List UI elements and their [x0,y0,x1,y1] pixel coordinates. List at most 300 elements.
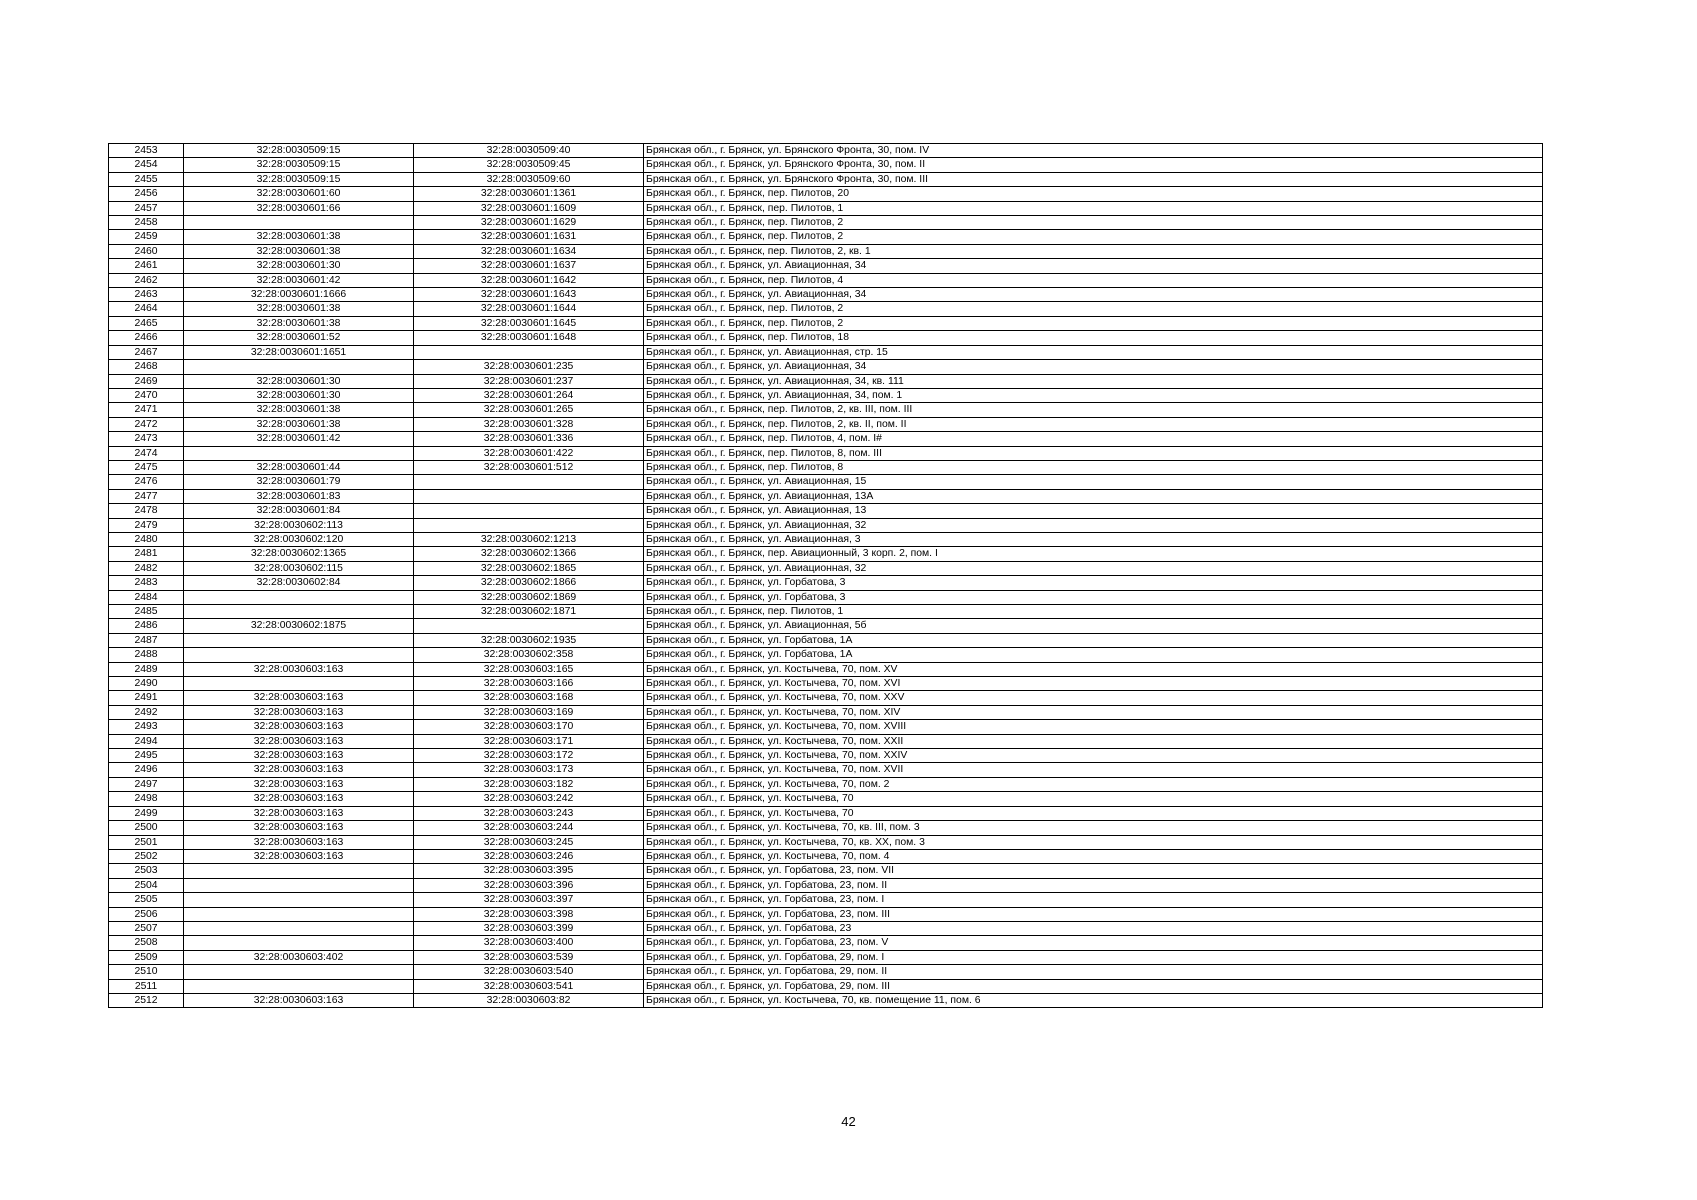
table-row [109,273,1543,287]
object-number-cell: 32:28:0030602:1366 [414,547,644,561]
table-row [109,187,1543,201]
table-row [109,835,1543,849]
table-row [109,345,1543,359]
object-number-cell: 32:28:0030603:398 [414,907,644,921]
address-cell: Брянская обл., г. Брянск, ул. Костычева, 70, пом. XVIII [644,720,1543,734]
address-cell: Брянская обл., г. Брянск, ул. Горбатова, 23, пом. III [644,907,1543,921]
address-cell: Брянская обл., г. Брянск, ул. Костычева, 70 [644,792,1543,806]
table-row [109,244,1543,258]
parcel-number-cell: 32:28:0030601:52 [184,331,414,345]
parcel-number-cell: 32:28:0030603:163 [184,835,414,849]
row-number-cell: 2467 [109,345,184,359]
table-row [109,605,1543,619]
row-number-cell: 2462 [109,273,184,287]
table-row [109,230,1543,244]
row-number-cell: 2469 [109,374,184,388]
address-cell: Брянская обл., г. Брянск, ул. Брянского Фронта, 30, пом. IV [644,144,1543,158]
parcel-number-cell: 32:28:0030601:30 [184,374,414,388]
address-cell: Брянская обл., г. Брянск, пер. Пилотов, 4, пом. I# [644,432,1543,446]
table-row [109,705,1543,719]
parcel-number-cell: 32:28:0030603:163 [184,821,414,835]
object-number-cell: 32:28:0030601:328 [414,417,644,431]
row-number-cell: 2461 [109,259,184,273]
object-number-cell [414,475,644,489]
parcel-number-cell: 32:28:0030509:15 [184,144,414,158]
address-cell: Брянская обл., г. Брянск, ул. Костычева, 70, пом. XVI [644,677,1543,691]
object-number-cell: 32:28:0030603:243 [414,806,644,820]
parcel-number-cell: 32:28:0030601:79 [184,475,414,489]
parcel-number-cell: 32:28:0030601:1651 [184,345,414,359]
row-number-cell: 2470 [109,388,184,402]
table-row [109,518,1543,532]
address-cell: Брянская обл., г. Брянск, ул. Авиационная, 3 [644,532,1543,546]
object-number-cell: 32:28:0030601:1643 [414,288,644,302]
table-row [109,432,1543,446]
object-number-cell: 32:28:0030601:237 [414,374,644,388]
row-number-cell: 2453 [109,144,184,158]
parcel-number-cell: 32:28:0030601:38 [184,230,414,244]
page-number: 42 [841,1114,856,1129]
table-row [109,633,1543,647]
address-cell: Брянская обл., г. Брянск, ул. Костычева, 70, пом. XV [644,662,1543,676]
parcel-number-cell [184,965,414,979]
object-number-cell: 32:28:0030603:165 [414,662,644,676]
table-row [109,993,1543,1007]
registry-table [108,143,1543,1008]
address-cell: Брянская обл., г. Брянск, пер. Пилотов, 2 [644,316,1543,330]
table-row [109,446,1543,460]
row-number-cell: 2512 [109,993,184,1007]
object-number-cell: 32:28:0030602:1865 [414,561,644,575]
row-number-cell: 2475 [109,460,184,474]
table-row [109,849,1543,863]
table-row [109,489,1543,503]
table-row [109,201,1543,215]
object-number-cell: 32:28:0030601:1609 [414,201,644,215]
address-cell: Брянская обл., г. Брянск, ул. Горбатова, 23 [644,921,1543,935]
parcel-number-cell [184,907,414,921]
parcel-number-cell: 32:28:0030601:38 [184,316,414,330]
object-number-cell: 32:28:0030601:264 [414,388,644,402]
address-cell: Брянская обл., г. Брянск, ул. Авиационная, 34, кв. 111 [644,374,1543,388]
table-row [109,936,1543,950]
parcel-number-cell: 32:28:0030603:163 [184,705,414,719]
parcel-number-cell [184,633,414,647]
table-row [109,216,1543,230]
parcel-number-cell: 32:28:0030602:84 [184,576,414,590]
object-number-cell: 32:28:0030602:1871 [414,605,644,619]
address-cell: Брянская обл., г. Брянск, ул. Брянского Фронта, 30, пом. II [644,158,1543,172]
object-number-cell: 32:28:0030603:397 [414,893,644,907]
object-number-cell: 32:28:0030603:246 [414,849,644,863]
table-row [109,691,1543,705]
parcel-number-cell: 32:28:0030601:60 [184,187,414,201]
object-number-cell: 32:28:0030603:395 [414,864,644,878]
row-number-cell: 2500 [109,821,184,835]
table-row [109,763,1543,777]
address-cell: Брянская обл., г. Брянск, ул. Горбатова, 3 [644,576,1543,590]
object-number-cell: 32:28:0030603:169 [414,705,644,719]
parcel-number-cell: 32:28:0030601:84 [184,504,414,518]
parcel-number-cell: 32:28:0030603:163 [184,734,414,748]
parcel-number-cell: 32:28:0030603:163 [184,849,414,863]
parcel-number-cell [184,677,414,691]
parcel-number-cell: 32:28:0030509:15 [184,172,414,186]
row-number-cell: 2479 [109,518,184,532]
parcel-number-cell: 32:28:0030601:38 [184,417,414,431]
address-cell: Брянская обл., г. Брянск, ул. Костычева, 70, кв. помещение 11, пом. 6 [644,993,1543,1007]
address-cell: Брянская обл., г. Брянск, ул. Горбатова, 3 [644,590,1543,604]
table-row [109,172,1543,186]
table-row [109,677,1543,691]
parcel-number-cell: 32:28:0030601:83 [184,489,414,503]
parcel-number-cell: 32:28:0030603:163 [184,763,414,777]
row-number-cell: 2508 [109,936,184,950]
address-cell: Брянская обл., г. Брянск, пер. Пилотов, 8, пом. III [644,446,1543,460]
parcel-number-cell: 32:28:0030509:15 [184,158,414,172]
address-cell: Брянская обл., г. Брянск, пер. Пилотов, 2, кв. II, пом. II [644,417,1543,431]
object-number-cell: 32:28:0030601:265 [414,403,644,417]
address-cell: Брянская обл., г. Брянск, пер. Авиационный, 3 корп. 2, пом. I [644,547,1543,561]
parcel-number-cell: 32:28:0030601:38 [184,403,414,417]
object-number-cell: 32:28:0030603:168 [414,691,644,705]
row-number-cell: 2504 [109,878,184,892]
parcel-number-cell: 32:28:0030603:163 [184,806,414,820]
parcel-number-cell [184,979,414,993]
table-row [109,417,1543,431]
parcel-number-cell: 32:28:0030601:1666 [184,288,414,302]
row-number-cell: 2456 [109,187,184,201]
parcel-number-cell [184,446,414,460]
parcel-number-cell: 32:28:0030602:115 [184,561,414,575]
object-number-cell: 32:28:0030603:400 [414,936,644,950]
address-cell: Брянская обл., г. Брянск, ул. Авиационная, 34 [644,360,1543,374]
object-number-cell [414,504,644,518]
parcel-number-cell: 32:28:0030603:163 [184,993,414,1007]
row-number-cell: 2480 [109,532,184,546]
table-row [109,360,1543,374]
object-number-cell: 32:28:0030601:1361 [414,187,644,201]
table-row [109,302,1543,316]
row-number-cell: 2473 [109,432,184,446]
row-number-cell: 2459 [109,230,184,244]
parcel-number-cell: 32:28:0030601:30 [184,388,414,402]
table-row [109,965,1543,979]
table-row [109,576,1543,590]
table-row [109,475,1543,489]
object-number-cell: 32:28:0030603:172 [414,749,644,763]
address-cell: Брянская обл., г. Брянск, пер. Пилотов, 18 [644,331,1543,345]
address-cell: Брянская обл., г. Брянск, ул. Костычева, 70, пом. 2 [644,777,1543,791]
address-cell: Брянская обл., г. Брянск, пер. Пилотов, 4 [644,273,1543,287]
object-number-cell: 32:28:0030509:60 [414,172,644,186]
object-number-cell: 32:28:0030603:396 [414,878,644,892]
parcel-number-cell [184,936,414,950]
table-row [109,374,1543,388]
row-number-cell: 2507 [109,921,184,935]
parcel-number-cell: 32:28:0030602:1875 [184,619,414,633]
object-number-cell: 32:28:0030603:242 [414,792,644,806]
address-cell: Брянская обл., г. Брянск, ул. Авиационная, 34, пом. 1 [644,388,1543,402]
row-number-cell: 2482 [109,561,184,575]
address-cell: Брянская обл., г. Брянск, ул. Костычева, 70, кв. XX, пом. 3 [644,835,1543,849]
object-number-cell: 32:28:0030601:1642 [414,273,644,287]
row-number-cell: 2503 [109,864,184,878]
table-row [109,504,1543,518]
table-row [109,388,1543,402]
row-number-cell: 2496 [109,763,184,777]
object-number-cell: 32:28:0030509:40 [414,144,644,158]
parcel-number-cell: 32:28:0030603:163 [184,749,414,763]
address-cell: Брянская обл., г. Брянск, ул. Авиационная, 34 [644,288,1543,302]
address-cell: Брянская обл., г. Брянск, пер. Пилотов, 1 [644,201,1543,215]
row-number-cell: 2491 [109,691,184,705]
row-number-cell: 2511 [109,979,184,993]
object-number-cell: 32:28:0030603:399 [414,921,644,935]
parcel-number-cell: 32:28:0030601:42 [184,273,414,287]
row-number-cell: 2477 [109,489,184,503]
address-cell: Брянская обл., г. Брянск, пер. Пилотов, 2, кв. 1 [644,244,1543,258]
address-cell: Брянская обл., г. Брянск, ул. Авиационная, стр. 15 [644,345,1543,359]
address-cell: Брянская обл., г. Брянск, пер. Пилотов, 1 [644,605,1543,619]
row-number-cell: 2493 [109,720,184,734]
table-row [109,648,1543,662]
object-number-cell: 32:28:0030603:82 [414,993,644,1007]
object-number-cell [414,345,644,359]
object-number-cell: 32:28:0030603:170 [414,720,644,734]
address-cell: Брянская обл., г. Брянск, ул. Авиационная, 15 [644,475,1543,489]
row-number-cell: 2498 [109,792,184,806]
table-row [109,403,1543,417]
table-row [109,792,1543,806]
object-number-cell: 32:28:0030602:1935 [414,633,644,647]
row-number-cell: 2454 [109,158,184,172]
address-cell: Брянская обл., г. Брянск, ул. Горбатова, 23, пом. VII [644,864,1543,878]
object-number-cell [414,518,644,532]
address-cell: Брянская обл., г. Брянск, ул. Авиационная, 34 [644,259,1543,273]
table-row [109,288,1543,302]
object-number-cell: 32:28:0030602:1866 [414,576,644,590]
address-cell: Брянская обл., г. Брянск, ул. Горбатова, 1А [644,648,1543,662]
address-cell: Брянская обл., г. Брянск, ул. Горбатова, 23, пом. II [644,878,1543,892]
address-cell: Брянская обл., г. Брянск, ул. Горбатова, 23, пом. V [644,936,1543,950]
row-number-cell: 2483 [109,576,184,590]
table-row [109,532,1543,546]
address-cell: Брянская обл., г. Брянск, ул. Авиационная, 32 [644,518,1543,532]
row-number-cell: 2485 [109,605,184,619]
parcel-number-cell: 32:28:0030602:113 [184,518,414,532]
table-row [109,921,1543,935]
parcel-number-cell: 32:28:0030603:163 [184,777,414,791]
row-number-cell: 2487 [109,633,184,647]
row-number-cell: 2509 [109,950,184,964]
object-number-cell: 32:28:0030601:1637 [414,259,644,273]
address-cell: Брянская обл., г. Брянск, ул. Костычева, 70, пом. XXV [644,691,1543,705]
address-cell: Брянская обл., г. Брянск, ул. Горбатова, 29, пом. III [644,979,1543,993]
parcel-number-cell: 32:28:0030602:1365 [184,547,414,561]
row-number-cell: 2506 [109,907,184,921]
address-cell: Брянская обл., г. Брянск, ул. Горбатова, 1А [644,633,1543,647]
row-number-cell: 2466 [109,331,184,345]
row-number-cell: 2486 [109,619,184,633]
table-row [109,979,1543,993]
table-row [109,561,1543,575]
address-cell: Брянская обл., г. Брянск, ул. Костычева, 70, кв. III, пом. 3 [644,821,1543,835]
object-number-cell: 32:28:0030601:336 [414,432,644,446]
table-row [109,547,1543,561]
row-number-cell: 2464 [109,302,184,316]
row-number-cell: 2510 [109,965,184,979]
table-row [109,720,1543,734]
object-number-cell: 32:28:0030602:358 [414,648,644,662]
table-row [109,460,1543,474]
address-cell: Брянская обл., г. Брянск, пер. Пилотов, 2 [644,230,1543,244]
object-number-cell: 32:28:0030603:540 [414,965,644,979]
table-row [109,821,1543,835]
row-number-cell: 2472 [109,417,184,431]
table-row [109,158,1543,172]
table-row [109,878,1543,892]
row-number-cell: 2499 [109,806,184,820]
address-cell: Брянская обл., г. Брянск, пер. Пилотов, 8 [644,460,1543,474]
row-number-cell: 2497 [109,777,184,791]
parcel-number-cell: 32:28:0030601:30 [184,259,414,273]
parcel-number-cell [184,921,414,935]
object-number-cell: 32:28:0030603:171 [414,734,644,748]
address-cell: Брянская обл., г. Брянск, ул. Костычева, 70, пом. XVII [644,763,1543,777]
address-cell: Брянская обл., г. Брянск, ул. Брянского Фронта, 30, пом. III [644,172,1543,186]
row-number-cell: 2478 [109,504,184,518]
address-cell: Брянская обл., г. Брянск, пер. Пилотов, 2, кв. III, пом. III [644,403,1543,417]
row-number-cell: 2460 [109,244,184,258]
address-cell: Брянская обл., г. Брянск, ул. Авиационная, 32 [644,561,1543,575]
table-row [109,806,1543,820]
row-number-cell: 2501 [109,835,184,849]
parcel-number-cell [184,216,414,230]
object-number-cell: 32:28:0030601:235 [414,360,644,374]
object-number-cell [414,619,644,633]
object-number-cell: 32:28:0030603:182 [414,777,644,791]
row-number-cell: 2505 [109,893,184,907]
object-number-cell: 32:28:0030601:1629 [414,216,644,230]
object-number-cell: 32:28:0030601:1631 [414,230,644,244]
object-number-cell: 32:28:0030603:244 [414,821,644,835]
row-number-cell: 2495 [109,749,184,763]
parcel-number-cell [184,590,414,604]
table-row [109,619,1543,633]
row-number-cell: 2490 [109,677,184,691]
object-number-cell: 32:28:0030603:166 [414,677,644,691]
object-number-cell: 32:28:0030601:1644 [414,302,644,316]
address-cell: Брянская обл., г. Брянск, ул. Горбатова, 29, пом. I [644,950,1543,964]
table-row [109,749,1543,763]
address-cell: Брянская обл., г. Брянск, ул. Костычева, 70, пом. XXIV [644,749,1543,763]
object-number-cell: 32:28:0030603:539 [414,950,644,964]
table-row [109,907,1543,921]
object-number-cell: 32:28:0030601:512 [414,460,644,474]
table-row [109,777,1543,791]
object-number-cell: 32:28:0030601:422 [414,446,644,460]
address-cell: Брянская обл., г. Брянск, пер. Пилотов, 20 [644,187,1543,201]
row-number-cell: 2471 [109,403,184,417]
registry-table-body [109,144,1543,1008]
table-row [109,662,1543,676]
address-cell: Брянская обл., г. Брянск, ул. Костычева, 70, пом. 4 [644,849,1543,863]
object-number-cell: 32:28:0030603:245 [414,835,644,849]
table-row [109,144,1543,158]
table-row [109,259,1543,273]
parcel-number-cell: 32:28:0030601:42 [184,432,414,446]
object-number-cell: 32:28:0030603:173 [414,763,644,777]
parcel-number-cell: 32:28:0030601:38 [184,302,414,316]
address-cell: Брянская обл., г. Брянск, пер. Пилотов, 2 [644,302,1543,316]
row-number-cell: 2481 [109,547,184,561]
table-row [109,950,1543,964]
row-number-cell: 2465 [109,316,184,330]
row-number-cell: 2468 [109,360,184,374]
object-number-cell: 32:28:0030601:1648 [414,331,644,345]
table-row [109,734,1543,748]
parcel-number-cell [184,893,414,907]
parcel-number-cell [184,648,414,662]
parcel-number-cell [184,605,414,619]
row-number-cell: 2455 [109,172,184,186]
address-cell: Брянская обл., г. Брянск, ул. Горбатова, 23, пом. I [644,893,1543,907]
parcel-number-cell [184,360,414,374]
parcel-number-cell: 32:28:0030601:38 [184,244,414,258]
object-number-cell [414,489,644,503]
row-number-cell: 2494 [109,734,184,748]
row-number-cell: 2492 [109,705,184,719]
address-cell: Брянская обл., г. Брянск, ул. Костычева, 70, пом. XXII [644,734,1543,748]
object-number-cell: 32:28:0030602:1869 [414,590,644,604]
parcel-number-cell: 32:28:0030603:163 [184,720,414,734]
parcel-number-cell: 32:28:0030602:120 [184,532,414,546]
table-row [109,864,1543,878]
parcel-number-cell: 32:28:0030601:66 [184,201,414,215]
parcel-number-cell [184,864,414,878]
object-number-cell: 32:28:0030509:45 [414,158,644,172]
object-number-cell: 32:28:0030602:1213 [414,532,644,546]
row-number-cell: 2474 [109,446,184,460]
table-row [109,316,1543,330]
address-cell: Брянская обл., г. Брянск, ул. Горбатова, 29, пом. II [644,965,1543,979]
table-row [109,590,1543,604]
object-number-cell: 32:28:0030603:541 [414,979,644,993]
parcel-number-cell [184,878,414,892]
row-number-cell: 2476 [109,475,184,489]
table-row [109,331,1543,345]
address-cell: Брянская обл., г. Брянск, ул. Костычева, 70 [644,806,1543,820]
address-cell: Брянская обл., г. Брянск, ул. Костычева, 70, пом. XIV [644,705,1543,719]
parcel-number-cell: 32:28:0030603:163 [184,691,414,705]
object-number-cell: 32:28:0030601:1634 [414,244,644,258]
parcel-number-cell: 32:28:0030603:163 [184,792,414,806]
table-row [109,893,1543,907]
address-cell: Брянская обл., г. Брянск, ул. Авиационная, 13 [644,504,1543,518]
row-number-cell: 2457 [109,201,184,215]
parcel-number-cell: 32:28:0030603:402 [184,950,414,964]
row-number-cell: 2489 [109,662,184,676]
address-cell: Брянская обл., г. Брянск, пер. Пилотов, 2 [644,216,1543,230]
object-number-cell: 32:28:0030601:1645 [414,316,644,330]
parcel-number-cell: 32:28:0030603:163 [184,662,414,676]
address-cell: Брянская обл., г. Брянск, ул. Авиационная, 13А [644,489,1543,503]
row-number-cell: 2458 [109,216,184,230]
address-cell: Брянская обл., г. Брянск, ул. Авиационная, 5б [644,619,1543,633]
row-number-cell: 2488 [109,648,184,662]
row-number-cell: 2463 [109,288,184,302]
